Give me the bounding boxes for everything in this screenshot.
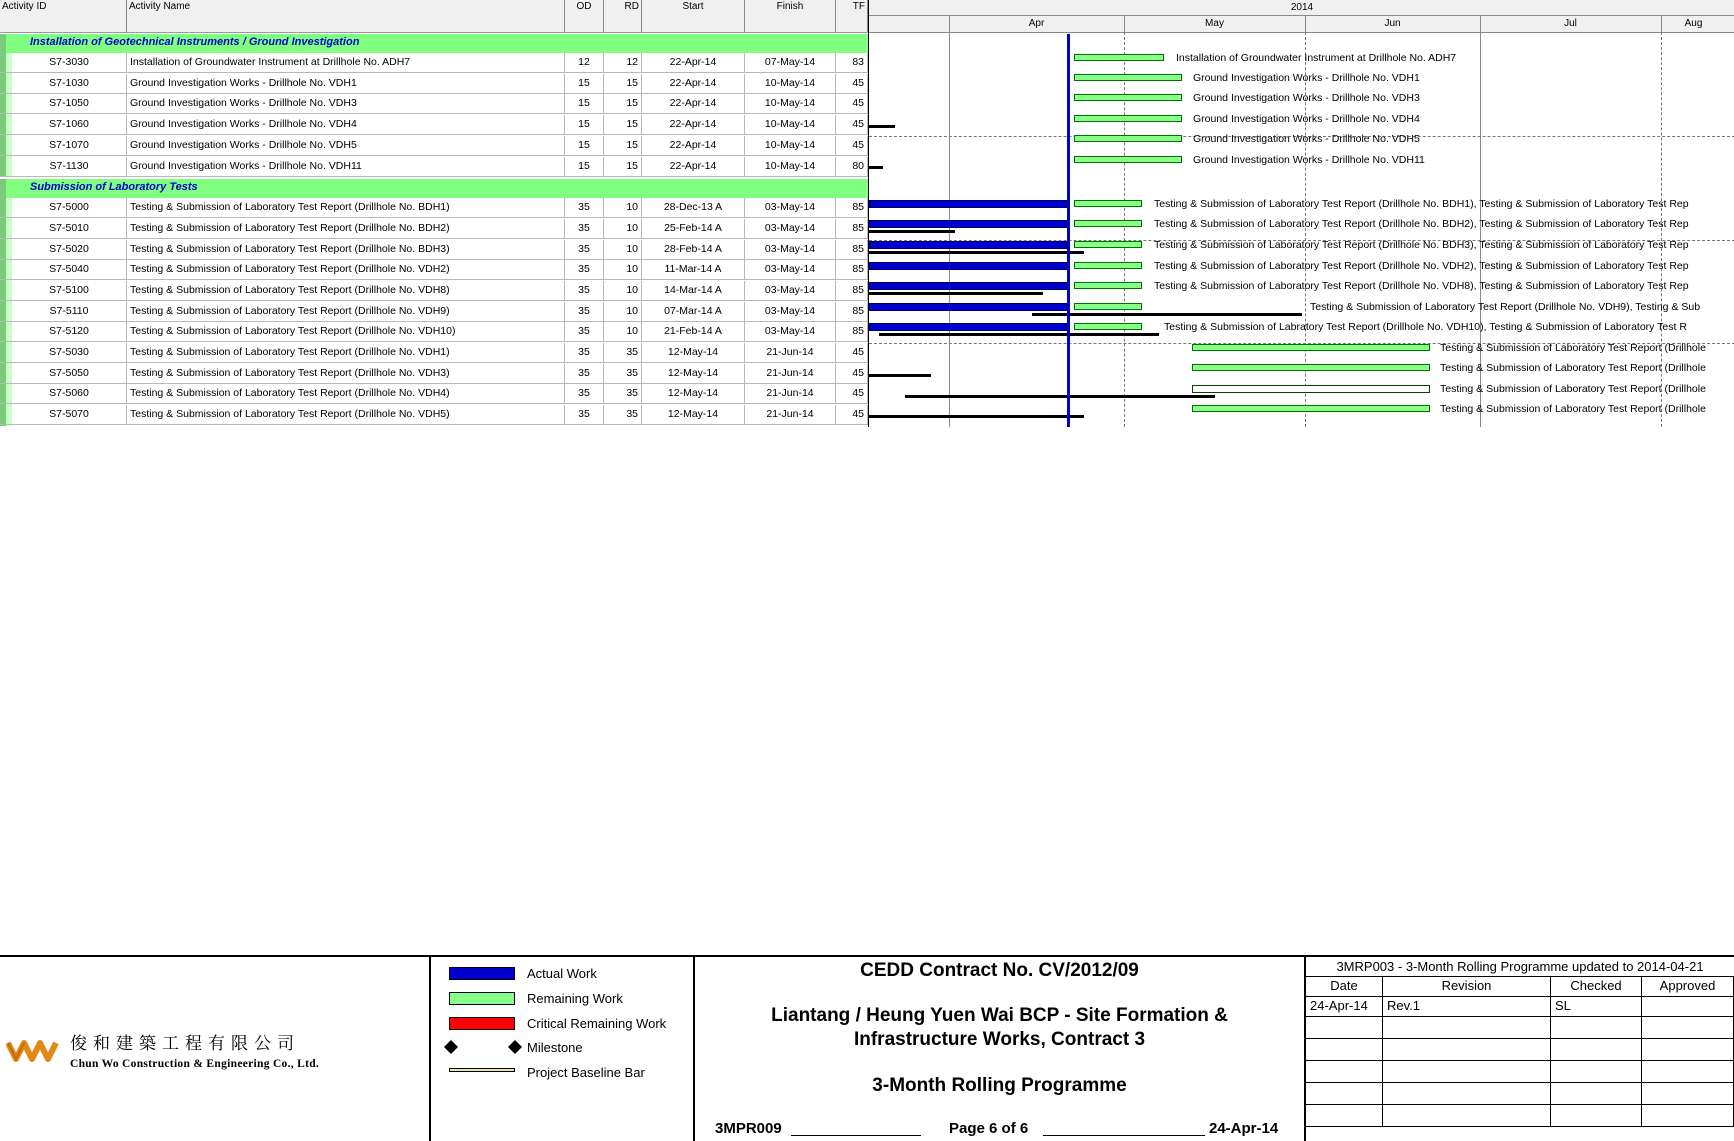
bar-label: Testing & Submission of Laboratory Test Report (Drillhole No. VDH8), Testing & Submission of Laboratory Test Rep bbox=[1154, 280, 1689, 292]
actual-work-bar[interactable] bbox=[869, 282, 1067, 290]
revision-cell bbox=[1551, 1105, 1642, 1127]
original-duration-cell: 15 bbox=[565, 157, 604, 176]
bar-label: Testing & Submission of Laboratory Test Report (Drillhole bbox=[1440, 383, 1706, 395]
baseline-bar bbox=[869, 230, 955, 233]
start-date-cell: 12-May-14 bbox=[642, 364, 745, 383]
revision-cell bbox=[1551, 1039, 1642, 1061]
start-date-cell: 12-May-14 bbox=[642, 405, 745, 424]
revision-cell bbox=[1306, 1061, 1383, 1083]
total-float-cell: 85 bbox=[836, 198, 868, 217]
activity-table bbox=[0, 0, 868, 427]
contract-number: CEDD Contract No. CV/2012/09 bbox=[860, 960, 1139, 981]
revision-cell bbox=[1642, 1083, 1734, 1105]
title-section bbox=[695, 957, 1306, 1141]
activity-id-cell: S7-5110 bbox=[12, 302, 127, 321]
activity-name-cell: Testing & Submission of Laboratory Test Report (Drillhole No. VDH2) bbox=[127, 260, 565, 279]
baseline-bar bbox=[869, 374, 931, 377]
remaining-work-bar-unfilled[interactable] bbox=[1192, 385, 1430, 393]
original-duration-cell: 35 bbox=[565, 302, 604, 321]
actual-work-bar[interactable] bbox=[869, 323, 1067, 331]
legend-swatch-baseline bbox=[449, 1068, 515, 1072]
remaining-duration-cell: 15 bbox=[604, 115, 642, 134]
bar-label: Testing & Submission of Laboratory Test Report (Drillhole No. VDH2), Testing & Submission of Laboratory Test Rep bbox=[1154, 260, 1689, 272]
remaining-duration-cell: 10 bbox=[604, 302, 642, 321]
start-date-cell: 28-Feb-14 A bbox=[642, 240, 745, 259]
remaining-duration-cell: 10 bbox=[604, 260, 642, 279]
activity-name-cell: Ground Investigation Works - Drillhole No. VDH11 bbox=[127, 157, 565, 176]
activity-name-cell: Testing & Submission of Laboratory Test Report (Drillhole No. VDH4) bbox=[127, 384, 565, 403]
table-row[interactable] bbox=[0, 343, 868, 363]
col-header-od[interactable]: OD bbox=[565, 0, 604, 32]
remaining-work-bar[interactable] bbox=[1192, 344, 1430, 351]
table-row[interactable] bbox=[0, 364, 868, 384]
start-date-cell: 11-Mar-14 A bbox=[642, 260, 745, 279]
revision-cell bbox=[1642, 1017, 1734, 1039]
bar-label: Testing & Submission of Laboratory Test Report (Drillhole bbox=[1440, 403, 1706, 415]
month-label-apr: Apr bbox=[1028, 18, 1045, 29]
remaining-work-bar[interactable] bbox=[1074, 241, 1142, 248]
original-duration-cell: 35 bbox=[565, 219, 604, 238]
original-duration-cell: 35 bbox=[565, 322, 604, 341]
revision-cell bbox=[1383, 1039, 1551, 1061]
legend-label-baseline: Project Baseline Bar bbox=[527, 1065, 645, 1080]
legend-swatch-remaining bbox=[449, 992, 515, 1005]
legend-swatch-critical bbox=[449, 1017, 515, 1030]
baseline-bar bbox=[869, 166, 883, 169]
activity-id-cell: S7-1060 bbox=[12, 115, 127, 134]
bar-label: Testing & Submission of Laboratory Test Report (Drillhole No. BDH3), Testing & Submission of Laboratory Test Rep bbox=[1154, 239, 1689, 251]
col-header-activity-id[interactable]: Activity ID bbox=[0, 0, 127, 32]
table-row[interactable] bbox=[0, 219, 868, 239]
finish-date-cell: 03-May-14 bbox=[745, 322, 836, 341]
original-duration-cell: 15 bbox=[565, 94, 604, 113]
total-float-cell: 85 bbox=[836, 322, 868, 341]
revision-title: 3MRP003 - 3-Month Rolling Programme updated to 2014-04-21 bbox=[1306, 957, 1734, 977]
remaining-duration-cell: 35 bbox=[604, 343, 642, 362]
original-duration-cell: 35 bbox=[565, 281, 604, 300]
finish-date-cell: 03-May-14 bbox=[745, 219, 836, 238]
remaining-work-bar[interactable] bbox=[1074, 135, 1182, 142]
activity-name-cell: Testing & Submission of Laboratory Test Report (Drillhole No. VDH9) bbox=[127, 302, 565, 321]
start-date-cell: 22-Apr-14 bbox=[642, 94, 745, 113]
revision-cell bbox=[1306, 1039, 1383, 1061]
activity-name-cell: Testing & Submission of Laboratory Test Report (Drillhole No. VDH10) bbox=[127, 322, 565, 341]
start-date-cell: 22-Apr-14 bbox=[642, 157, 745, 176]
actual-work-bar[interactable] bbox=[869, 241, 1067, 249]
gantt-chart bbox=[868, 0, 1734, 427]
remaining-duration-cell: 10 bbox=[604, 198, 642, 217]
company-logo-icon bbox=[6, 1033, 60, 1063]
finish-date-cell: 03-May-14 bbox=[745, 302, 836, 321]
revision-cell bbox=[1642, 1061, 1734, 1083]
remaining-duration-cell: 10 bbox=[604, 219, 642, 238]
activity-name-cell: Testing & Submission of Laboratory Test Report (Drillhole No. BDH1) bbox=[127, 198, 565, 217]
legend-label-remaining: Remaining Work bbox=[527, 991, 623, 1006]
start-date-cell: 22-Apr-14 bbox=[642, 115, 745, 134]
table-row[interactable] bbox=[0, 74, 868, 94]
activity-name-cell: Ground Investigation Works - Drillhole No. VDH5 bbox=[127, 136, 565, 155]
activity-id-cell: S7-1070 bbox=[12, 136, 127, 155]
total-float-cell: 83 bbox=[836, 53, 868, 72]
activity-name-cell: Installation of Groundwater Instrument at Drillhole No. ADH7 bbox=[127, 53, 565, 72]
company-logo-section bbox=[0, 957, 431, 1141]
activity-name-cell: Testing & Submission of Laboratory Test Report (Drillhole No. BDH2) bbox=[127, 219, 565, 238]
finish-date-cell: 21-Jun-14 bbox=[745, 343, 836, 362]
remaining-work-bar[interactable] bbox=[1074, 54, 1164, 61]
total-float-cell: 45 bbox=[836, 136, 868, 155]
activity-id-cell: S7-5120 bbox=[12, 322, 127, 341]
legend-label-critical: Critical Remaining Work bbox=[527, 1016, 667, 1031]
finish-date-cell: 03-May-14 bbox=[745, 198, 836, 217]
bar-label: Testing & Submission of Laboratory Test Report (Drillhole No. BDH2), Testing & Submission of Laboratory Test Rep bbox=[1154, 218, 1689, 230]
bar-label: Installation of Groundwater Instrument at Drillhole No. ADH7 bbox=[1176, 52, 1457, 64]
print-date: 24-Apr-14 bbox=[1209, 1120, 1279, 1137]
data-date-line bbox=[1067, 34, 1070, 427]
timescale-months bbox=[869, 16, 1734, 33]
remaining-work-bar[interactable] bbox=[1074, 115, 1182, 122]
start-date-cell: 22-Apr-14 bbox=[642, 53, 745, 72]
col-header-rd[interactable]: RD bbox=[604, 0, 642, 32]
project-title-line2: Infrastructure Works, Contract 3 bbox=[853, 1029, 1146, 1050]
remaining-duration-cell: 10 bbox=[604, 281, 642, 300]
milestone-icon bbox=[443, 1039, 523, 1055]
total-float-cell: 45 bbox=[836, 74, 868, 93]
activity-id-cell: S7-5030 bbox=[12, 343, 127, 362]
remaining-duration-cell: 15 bbox=[604, 74, 642, 93]
total-float-cell: 85 bbox=[836, 240, 868, 259]
revision-header-cell: Approved bbox=[1642, 977, 1734, 997]
revision-cell bbox=[1306, 1017, 1383, 1039]
table-row[interactable] bbox=[0, 157, 868, 177]
wbs-group-band[interactable] bbox=[0, 34, 868, 53]
revision-cell bbox=[1383, 1017, 1551, 1039]
revision-header-cell: Checked bbox=[1551, 977, 1642, 997]
revision-cell bbox=[1551, 1083, 1642, 1105]
table-row[interactable] bbox=[0, 302, 868, 322]
remaining-duration-cell: 35 bbox=[604, 384, 642, 403]
revision-cell bbox=[1642, 1039, 1734, 1061]
original-duration-cell: 35 bbox=[565, 384, 604, 403]
activity-id-cell: S7-5010 bbox=[12, 219, 127, 238]
revision-cell bbox=[1383, 1083, 1551, 1105]
finish-date-cell: 10-May-14 bbox=[745, 136, 836, 155]
remaining-duration-cell: 15 bbox=[604, 94, 642, 113]
revision-cell bbox=[1551, 1061, 1642, 1083]
activity-name-cell: Testing & Submission of Laboratory Test Report (Drillhole No. VDH8) bbox=[127, 281, 565, 300]
remaining-duration-cell: 10 bbox=[604, 322, 642, 341]
activity-name-cell: Ground Investigation Works - Drillhole No. VDH3 bbox=[127, 94, 565, 113]
table-row[interactable] bbox=[0, 94, 868, 114]
baseline-bar bbox=[1032, 313, 1302, 316]
wbs-group-band[interactable] bbox=[0, 179, 868, 198]
original-duration-cell: 15 bbox=[565, 136, 604, 155]
legend-swatch-actual bbox=[449, 967, 515, 980]
activity-id-cell: S7-5020 bbox=[12, 240, 127, 259]
total-float-cell: 85 bbox=[836, 302, 868, 321]
finish-date-cell: 10-May-14 bbox=[745, 115, 836, 134]
bar-label: Ground Investigation Works - Drillhole No. VDH3 bbox=[1193, 92, 1420, 104]
finish-date-cell: 21-Jun-14 bbox=[745, 384, 836, 403]
start-date-cell: 22-Apr-14 bbox=[642, 74, 745, 93]
total-float-cell: 45 bbox=[836, 405, 868, 424]
remaining-work-bar[interactable] bbox=[1074, 156, 1182, 163]
col-header-start[interactable]: Start bbox=[642, 0, 745, 32]
activity-id-cell: S7-5100 bbox=[12, 281, 127, 300]
month-label-jun: Jun bbox=[1384, 18, 1401, 29]
remaining-duration-cell: 10 bbox=[604, 240, 642, 259]
baseline-bar bbox=[869, 415, 1084, 418]
original-duration-cell: 15 bbox=[565, 74, 604, 93]
finish-date-cell: 21-Jun-14 bbox=[745, 364, 836, 383]
month-divider bbox=[949, 16, 950, 32]
legend-label-actual: Actual Work bbox=[527, 966, 597, 981]
company-name-chinese: 俊和建築工程有限公司 bbox=[70, 1034, 300, 1054]
revision-cell bbox=[1642, 997, 1734, 1017]
year-label: 2014 bbox=[1290, 2, 1314, 13]
table-row[interactable] bbox=[0, 115, 868, 135]
bar-label: Ground Investigation Works - Drillhole No. VDH1 bbox=[1193, 72, 1420, 84]
remaining-work-bar[interactable] bbox=[1074, 74, 1182, 81]
finish-date-cell: 10-May-14 bbox=[745, 94, 836, 113]
table-row[interactable] bbox=[0, 240, 868, 260]
start-date-cell: 12-May-14 bbox=[642, 343, 745, 362]
original-duration-cell: 35 bbox=[565, 405, 604, 424]
total-float-cell: 45 bbox=[836, 94, 868, 113]
start-date-cell: 25-Feb-14 A bbox=[642, 219, 745, 238]
gridline-month bbox=[1124, 32, 1125, 427]
baseline-bar bbox=[879, 333, 1159, 336]
revision-cell bbox=[1383, 1061, 1551, 1083]
wbs-group-title: Submission of Laboratory Tests bbox=[30, 181, 198, 193]
revision-cell bbox=[1306, 1083, 1383, 1105]
activity-name-cell: Testing & Submission of Laboratory Test Report (Drillhole No. VDH3) bbox=[127, 364, 565, 383]
original-duration-cell: 15 bbox=[565, 115, 604, 134]
actual-work-bar[interactable] bbox=[869, 303, 1067, 311]
start-date-cell: 21-Feb-14 A bbox=[642, 322, 745, 341]
start-date-cell: 14-Mar-14 A bbox=[642, 281, 745, 300]
remaining-work-bar[interactable] bbox=[1074, 94, 1182, 101]
activity-id-cell: S7-1030 bbox=[12, 74, 127, 93]
table-row[interactable] bbox=[0, 260, 868, 280]
activity-id-cell: S7-1050 bbox=[12, 94, 127, 113]
underline bbox=[791, 1135, 921, 1136]
revision-cell: SL bbox=[1551, 997, 1642, 1017]
original-duration-cell: 12 bbox=[565, 53, 604, 72]
total-float-cell: 85 bbox=[836, 260, 868, 279]
finish-date-cell: 10-May-14 bbox=[745, 157, 836, 176]
wbs-group-title: Installation of Geotechnical Instruments / Ground Investigation bbox=[30, 36, 360, 48]
remaining-work-bar[interactable] bbox=[1074, 303, 1142, 310]
remaining-duration-cell: 35 bbox=[604, 364, 642, 383]
activity-id-cell: S7-5060 bbox=[12, 384, 127, 403]
activity-id-cell: S7-5050 bbox=[12, 364, 127, 383]
activity-name-cell: Ground Investigation Works - Drillhole No. VDH4 bbox=[127, 115, 565, 134]
remaining-duration-cell: 15 bbox=[604, 136, 642, 155]
table-row[interactable] bbox=[0, 405, 868, 425]
activity-id-cell: S7-3030 bbox=[12, 53, 127, 72]
remaining-work-bar[interactable] bbox=[1192, 364, 1430, 371]
actual-work-bar[interactable] bbox=[869, 220, 1067, 228]
table-row[interactable] bbox=[0, 53, 868, 73]
actual-work-bar[interactable] bbox=[869, 262, 1067, 270]
company-name-english: Chun Wo Construction & Engineering Co., Ltd. bbox=[70, 1058, 320, 1070]
remaining-work-bar[interactable] bbox=[1192, 405, 1430, 412]
revision-cell bbox=[1551, 1017, 1642, 1039]
document-code: 3MPR009 bbox=[715, 1120, 782, 1137]
original-duration-cell: 35 bbox=[565, 240, 604, 259]
revision-header-cell: Date bbox=[1306, 977, 1383, 997]
legend bbox=[431, 957, 695, 1141]
remaining-duration-cell: 12 bbox=[604, 53, 642, 72]
baseline-bar bbox=[905, 395, 1215, 398]
bar-label: Testing & Submission of Laboratory Test Report (Drillhole bbox=[1440, 342, 1706, 354]
month-label-may: May bbox=[1205, 18, 1224, 29]
remaining-work-bar[interactable] bbox=[1074, 323, 1142, 330]
table-row[interactable] bbox=[0, 136, 868, 156]
activity-name-cell: Ground Investigation Works - Drillhole No. VDH1 bbox=[127, 74, 565, 93]
remaining-duration-cell: 15 bbox=[604, 157, 642, 176]
revision-header-cell: Revision bbox=[1383, 977, 1551, 997]
col-header-activity-name[interactable]: Activity Name bbox=[127, 0, 565, 32]
revision-cell bbox=[1306, 1105, 1383, 1127]
activity-name-cell: Testing & Submission of Laboratory Test Report (Drillhole No. BDH3) bbox=[127, 240, 565, 259]
page-number: Page 6 of 6 bbox=[949, 1120, 1029, 1137]
total-float-cell: 45 bbox=[836, 364, 868, 383]
original-duration-cell: 35 bbox=[565, 343, 604, 362]
activity-id-cell: S7-5040 bbox=[12, 260, 127, 279]
activity-id-cell: S7-5000 bbox=[12, 198, 127, 217]
finish-date-cell: 07-May-14 bbox=[745, 53, 836, 72]
bar-label: Ground Investigation Works - Drillhole No. VDH4 bbox=[1193, 113, 1420, 125]
finish-date-cell: 03-May-14 bbox=[745, 281, 836, 300]
total-float-cell: 85 bbox=[836, 219, 868, 238]
table-row[interactable] bbox=[0, 281, 868, 301]
total-float-cell: 45 bbox=[836, 343, 868, 362]
baseline-bar bbox=[869, 251, 1084, 254]
bar-label: Testing & Submission of Laboratory Test Report (Drillhole No. BDH1), Testing & Submission of Laboratory Test Rep bbox=[1154, 198, 1689, 210]
revision-table bbox=[1306, 957, 1734, 1141]
original-duration-cell: 35 bbox=[565, 260, 604, 279]
underline bbox=[1043, 1135, 1205, 1136]
activity-id-cell: S7-1130 bbox=[12, 157, 127, 176]
finish-date-cell: 03-May-14 bbox=[745, 260, 836, 279]
original-duration-cell: 35 bbox=[565, 364, 604, 383]
total-float-cell: 80 bbox=[836, 157, 868, 176]
total-float-cell: 85 bbox=[836, 281, 868, 300]
total-float-cell: 45 bbox=[836, 384, 868, 403]
revision-cell bbox=[1642, 1105, 1734, 1127]
title-block-footer bbox=[0, 955, 1734, 1141]
table-header bbox=[0, 0, 868, 33]
activity-name-cell: Testing & Submission of Laboratory Test Report (Drillhole No. VDH1) bbox=[127, 343, 565, 362]
baseline-bar bbox=[869, 292, 1043, 295]
table-row[interactable] bbox=[0, 198, 868, 218]
remaining-work-bar[interactable] bbox=[1074, 262, 1142, 269]
bar-label: Testing & Submission of Laboratory Test Report (Drillhole No. VDH9), Testing & Sub bbox=[1310, 301, 1701, 313]
timescale-year bbox=[869, 0, 1734, 16]
month-label-aug: Aug bbox=[1684, 18, 1703, 29]
bar-label: Ground Investigation Works - Drillhole No. VDH11 bbox=[1193, 154, 1425, 166]
table-row[interactable] bbox=[0, 384, 868, 404]
project-title-line1: Liantang / Heung Yuen Wai BCP - Site Formation & bbox=[771, 1005, 1228, 1026]
start-date-cell: 12-May-14 bbox=[642, 384, 745, 403]
table-row[interactable] bbox=[0, 322, 868, 342]
finish-date-cell: 10-May-14 bbox=[745, 74, 836, 93]
month-label-jul: Jul bbox=[1564, 18, 1577, 29]
start-date-cell: 28-Dec-13 A bbox=[642, 198, 745, 217]
start-date-cell: 07-Mar-14 A bbox=[642, 302, 745, 321]
start-date-cell: 22-Apr-14 bbox=[642, 136, 745, 155]
bar-label: Testing & Submission of Labratory Test Report (Drillhole No. VDH10), Testing & Submission of Laboratory Test R bbox=[1164, 321, 1687, 333]
bar-label: Ground Investigation Works - Drillhole No. VDH5 bbox=[1193, 133, 1420, 145]
revision-cell: Rev.1 bbox=[1383, 997, 1551, 1017]
remaining-work-bar[interactable] bbox=[1074, 282, 1142, 289]
revision-cell bbox=[1383, 1105, 1551, 1127]
col-header-finish[interactable]: Finish bbox=[745, 0, 836, 32]
actual-work-bar[interactable] bbox=[869, 200, 1067, 208]
activity-id-cell: S7-5070 bbox=[12, 405, 127, 424]
remaining-work-bar[interactable] bbox=[1074, 200, 1142, 207]
remaining-work-bar[interactable] bbox=[1074, 220, 1142, 227]
original-duration-cell: 35 bbox=[565, 198, 604, 217]
col-header-tf[interactable]: TF bbox=[836, 0, 868, 32]
baseline-bar bbox=[869, 125, 895, 128]
finish-date-cell: 03-May-14 bbox=[745, 240, 836, 259]
remaining-duration-cell: 35 bbox=[604, 405, 642, 424]
total-float-cell: 45 bbox=[836, 115, 868, 134]
programme-title: 3-Month Rolling Programme bbox=[872, 1075, 1127, 1096]
legend-label-milestone: Milestone bbox=[527, 1040, 583, 1055]
revision-cell: 24-Apr-14 bbox=[1306, 997, 1383, 1017]
activity-name-cell: Testing & Submission of Laboratory Test Report (Drillhole No. VDH5) bbox=[127, 405, 565, 424]
bar-label: Testing & Submission of Laboratory Test Report (Drillhole bbox=[1440, 362, 1706, 374]
finish-date-cell: 21-Jun-14 bbox=[745, 405, 836, 424]
